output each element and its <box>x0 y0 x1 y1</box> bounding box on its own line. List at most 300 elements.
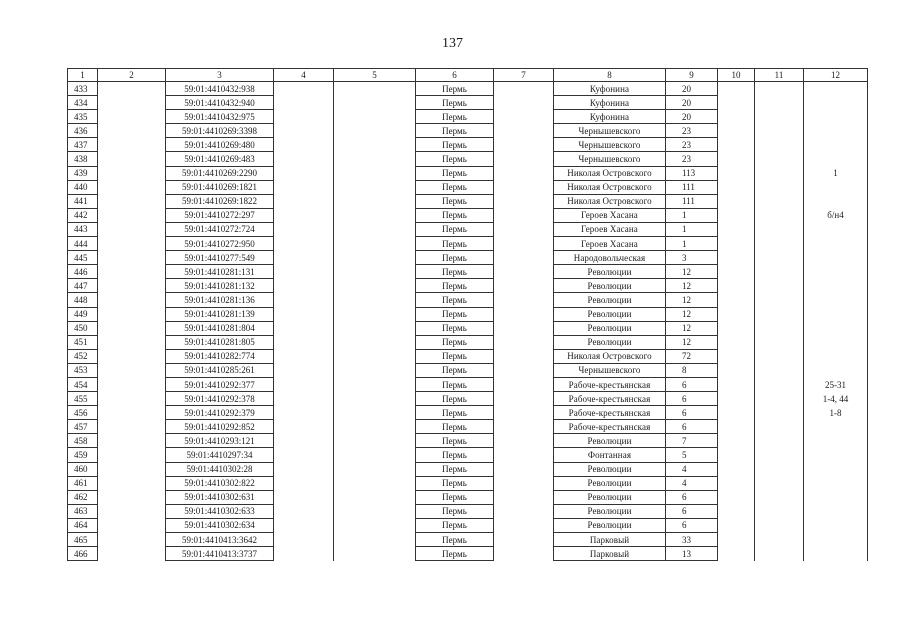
city-cell: Пермь <box>416 110 494 124</box>
apartment-cell <box>804 547 868 561</box>
cadastral-number-cell: 59:01:4410272:724 <box>166 222 274 236</box>
empty-cell <box>755 533 804 547</box>
empty-cell <box>718 533 755 547</box>
empty-cell <box>718 293 755 307</box>
empty-cell <box>98 462 166 476</box>
apartment-cell <box>804 237 868 251</box>
empty-cell <box>98 476 166 490</box>
empty-cell <box>334 335 416 349</box>
table-row <box>68 124 868 138</box>
cadastral-number-cell: 59:01:4410302:633 <box>166 504 274 518</box>
house-cell: 72 <box>666 349 718 363</box>
empty-cell <box>98 208 166 222</box>
column-header: 9 <box>666 69 718 82</box>
table-row <box>68 307 868 321</box>
city-cell: Пермь <box>416 406 494 420</box>
empty-cell <box>718 96 755 110</box>
empty-cell <box>718 222 755 236</box>
apartment-cell <box>804 434 868 448</box>
empty-cell <box>494 335 554 349</box>
empty-cell <box>98 434 166 448</box>
apartment-cell <box>804 265 868 279</box>
cadastral-number-cell: 59:01:4410281:805 <box>166 335 274 349</box>
page-number: 137 <box>442 36 463 51</box>
row-number-cell: 456 <box>68 406 98 420</box>
empty-cell <box>334 307 416 321</box>
city-cell: Пермь <box>416 533 494 547</box>
table-row <box>68 406 868 420</box>
empty-cell <box>755 180 804 194</box>
row-number-cell: 466 <box>68 547 98 561</box>
empty-cell <box>755 504 804 518</box>
empty-cell <box>718 110 755 124</box>
street-cell: Революции <box>554 462 666 476</box>
cadastral-number-cell: 59:01:4410297:34 <box>166 448 274 462</box>
empty-cell <box>98 166 166 180</box>
empty-cell <box>718 420 755 434</box>
row-number-cell: 434 <box>68 96 98 110</box>
empty-cell <box>98 518 166 532</box>
empty-cell <box>274 321 334 335</box>
empty-cell <box>494 504 554 518</box>
row-number-cell: 447 <box>68 279 98 293</box>
city-cell: Пермь <box>416 363 494 377</box>
row-number-cell: 446 <box>68 265 98 279</box>
empty-cell <box>718 307 755 321</box>
house-cell: 23 <box>666 138 718 152</box>
empty-cell <box>494 152 554 166</box>
house-cell: 12 <box>666 335 718 349</box>
empty-cell <box>334 166 416 180</box>
empty-cell <box>718 152 755 166</box>
empty-cell <box>718 194 755 208</box>
empty-cell <box>494 293 554 307</box>
empty-cell <box>494 307 554 321</box>
city-cell: Пермь <box>416 82 494 96</box>
house-cell: 20 <box>666 96 718 110</box>
city-cell: Пермь <box>416 222 494 236</box>
empty-cell <box>98 82 166 96</box>
street-cell: Николая Островского <box>554 194 666 208</box>
house-cell: 12 <box>666 307 718 321</box>
apartment-cell <box>804 504 868 518</box>
city-cell: Пермь <box>416 251 494 265</box>
empty-cell <box>718 279 755 293</box>
empty-cell <box>494 462 554 476</box>
street-cell: Революции <box>554 265 666 279</box>
apartment-cell <box>804 251 868 265</box>
house-cell: 1 <box>666 237 718 251</box>
column-header: 2 <box>98 69 166 82</box>
table-row <box>68 279 868 293</box>
street-cell: Куфонина <box>554 96 666 110</box>
empty-cell <box>98 377 166 391</box>
empty-cell <box>494 110 554 124</box>
street-cell: Революции <box>554 518 666 532</box>
row-number-cell: 452 <box>68 349 98 363</box>
house-cell: 12 <box>666 321 718 335</box>
empty-cell <box>718 166 755 180</box>
empty-cell <box>755 307 804 321</box>
empty-cell <box>98 335 166 349</box>
row-number-cell: 457 <box>68 420 98 434</box>
cadastral-number-cell: 59:01:4410302:631 <box>166 490 274 504</box>
empty-cell <box>494 194 554 208</box>
apartment-cell: 1 <box>804 166 868 180</box>
table-row <box>68 420 868 434</box>
house-cell: 12 <box>666 293 718 307</box>
cadastral-number-cell: 59:01:4410269:483 <box>166 152 274 166</box>
row-number-cell: 436 <box>68 124 98 138</box>
street-cell: Рабоче-крестьянская <box>554 392 666 406</box>
empty-cell <box>274 251 334 265</box>
house-cell: 4 <box>666 476 718 490</box>
column-header: 3 <box>166 69 274 82</box>
house-cell: 4 <box>666 462 718 476</box>
street-cell: Героев Хасана <box>554 237 666 251</box>
empty-cell <box>494 208 554 222</box>
cadastral-number-cell: 59:01:4410302:634 <box>166 518 274 532</box>
table-row <box>68 462 868 476</box>
street-cell: Парковый <box>554 533 666 547</box>
empty-cell <box>494 434 554 448</box>
apartment-cell <box>804 124 868 138</box>
street-cell: Рабоче-крестьянская <box>554 377 666 391</box>
empty-cell <box>718 476 755 490</box>
empty-cell <box>755 251 804 265</box>
house-cell: 6 <box>666 518 718 532</box>
empty-cell <box>274 265 334 279</box>
table-row <box>68 504 868 518</box>
city-cell: Пермь <box>416 180 494 194</box>
empty-cell <box>334 504 416 518</box>
apartment-cell <box>804 518 868 532</box>
empty-cell <box>274 377 334 391</box>
row-number-cell: 443 <box>68 222 98 236</box>
city-cell: Пермь <box>416 293 494 307</box>
column-header: 6 <box>416 69 494 82</box>
table-row <box>68 251 868 265</box>
street-cell: Революции <box>554 321 666 335</box>
empty-cell <box>274 392 334 406</box>
empty-cell <box>494 265 554 279</box>
empty-cell <box>334 96 416 110</box>
empty-cell <box>274 434 334 448</box>
street-cell: Фонтанная <box>554 448 666 462</box>
row-number-cell: 464 <box>68 518 98 532</box>
house-cell: 113 <box>666 166 718 180</box>
empty-cell <box>718 335 755 349</box>
row-number-cell: 433 <box>68 82 98 96</box>
empty-cell <box>718 265 755 279</box>
apartment-cell <box>804 222 868 236</box>
empty-cell <box>755 208 804 222</box>
table-row <box>68 377 868 391</box>
empty-cell <box>494 82 554 96</box>
row-number-cell: 454 <box>68 377 98 391</box>
apartment-cell <box>804 152 868 166</box>
house-cell: 20 <box>666 110 718 124</box>
city-cell: Пермь <box>416 335 494 349</box>
cadastral-number-cell: 59:01:4410272:297 <box>166 208 274 222</box>
street-cell: Революции <box>554 504 666 518</box>
apartment-cell <box>804 82 868 96</box>
apartment-cell <box>804 363 868 377</box>
house-cell: 3 <box>666 251 718 265</box>
house-cell: 33 <box>666 533 718 547</box>
empty-cell <box>494 392 554 406</box>
empty-cell <box>718 406 755 420</box>
table-row <box>68 533 868 547</box>
street-cell: Народовольческая <box>554 251 666 265</box>
cadastral-number-cell: 59:01:4410413:3737 <box>166 547 274 561</box>
house-cell: 7 <box>666 434 718 448</box>
empty-cell <box>98 110 166 124</box>
city-cell: Пермь <box>416 124 494 138</box>
empty-cell <box>274 307 334 321</box>
cadastral-number-cell: 59:01:4410282:774 <box>166 349 274 363</box>
empty-cell <box>274 518 334 532</box>
empty-cell <box>274 96 334 110</box>
house-cell: 5 <box>666 448 718 462</box>
empty-cell <box>334 321 416 335</box>
empty-cell <box>494 279 554 293</box>
column-header: 7 <box>494 69 554 82</box>
empty-cell <box>718 180 755 194</box>
empty-cell <box>274 504 334 518</box>
cadastral-number-cell: 59:01:4410281:132 <box>166 279 274 293</box>
empty-cell <box>494 166 554 180</box>
cadastral-number-cell: 59:01:4410292:852 <box>166 420 274 434</box>
empty-cell <box>755 321 804 335</box>
empty-cell <box>718 462 755 476</box>
empty-cell <box>334 124 416 138</box>
table-row <box>68 547 868 561</box>
column-header: 12 <box>804 69 868 82</box>
table-row <box>68 110 868 124</box>
table-row <box>68 194 868 208</box>
empty-cell <box>755 406 804 420</box>
empty-cell <box>494 547 554 561</box>
table-row <box>68 448 868 462</box>
city-cell: Пермь <box>416 279 494 293</box>
empty-cell <box>274 110 334 124</box>
table-row <box>68 349 868 363</box>
empty-cell <box>274 152 334 166</box>
empty-cell <box>755 265 804 279</box>
table-row <box>68 82 868 96</box>
empty-cell <box>718 124 755 138</box>
row-number-cell: 441 <box>68 194 98 208</box>
house-cell: 8 <box>666 363 718 377</box>
table-header-row <box>68 69 868 82</box>
empty-cell <box>755 448 804 462</box>
empty-cell <box>755 476 804 490</box>
row-number-cell: 437 <box>68 138 98 152</box>
empty-cell <box>718 208 755 222</box>
empty-cell <box>755 124 804 138</box>
row-number-cell: 465 <box>68 533 98 547</box>
house-cell: 6 <box>666 504 718 518</box>
street-cell: Николая Островского <box>554 349 666 363</box>
house-cell: 23 <box>666 124 718 138</box>
city-cell: Пермь <box>416 377 494 391</box>
table-row <box>68 237 868 251</box>
apartment-cell <box>804 279 868 293</box>
empty-cell <box>334 82 416 96</box>
city-cell: Пермь <box>416 420 494 434</box>
empty-cell <box>334 462 416 476</box>
empty-cell <box>274 462 334 476</box>
empty-cell <box>755 547 804 561</box>
cadastral-number-cell: 59:01:4410413:3642 <box>166 533 274 547</box>
empty-cell <box>718 237 755 251</box>
row-number-cell: 451 <box>68 335 98 349</box>
empty-cell <box>334 349 416 363</box>
empty-cell <box>755 96 804 110</box>
row-number-cell: 455 <box>68 392 98 406</box>
city-cell: Пермь <box>416 462 494 476</box>
empty-cell <box>98 504 166 518</box>
apartment-cell <box>804 194 868 208</box>
table-row <box>68 321 868 335</box>
empty-cell <box>494 251 554 265</box>
street-cell: Революции <box>554 490 666 504</box>
house-cell: 6 <box>666 377 718 391</box>
city-cell: Пермь <box>416 208 494 222</box>
empty-cell <box>755 434 804 448</box>
table-row <box>68 490 868 504</box>
city-cell: Пермь <box>416 518 494 532</box>
empty-cell <box>494 518 554 532</box>
empty-cell <box>98 321 166 335</box>
city-cell: Пермь <box>416 349 494 363</box>
city-cell: Пермь <box>416 547 494 561</box>
empty-cell <box>98 96 166 110</box>
empty-cell <box>334 152 416 166</box>
cadastral-number-cell: 59:01:4410281:136 <box>166 293 274 307</box>
empty-cell <box>494 476 554 490</box>
cadastral-number-cell: 59:01:4410432:940 <box>166 96 274 110</box>
empty-cell <box>755 335 804 349</box>
apartment-cell <box>804 138 868 152</box>
house-cell: 13 <box>666 547 718 561</box>
cadastral-number-cell: 59:01:4410302:28 <box>166 462 274 476</box>
table-row <box>68 265 868 279</box>
empty-cell <box>98 547 166 561</box>
table-row <box>68 363 868 377</box>
empty-cell <box>274 406 334 420</box>
empty-cell <box>718 321 755 335</box>
empty-cell <box>718 138 755 152</box>
table-row <box>68 335 868 349</box>
empty-cell <box>334 222 416 236</box>
empty-cell <box>494 138 554 152</box>
street-cell: Революции <box>554 434 666 448</box>
house-cell: 6 <box>666 490 718 504</box>
row-number-cell: 444 <box>68 237 98 251</box>
house-cell: 23 <box>666 152 718 166</box>
empty-cell <box>494 124 554 138</box>
empty-cell <box>718 377 755 391</box>
apartment-cell: 25-31 <box>804 377 868 391</box>
apartment-cell: 1-8 <box>804 406 868 420</box>
empty-cell <box>274 82 334 96</box>
column-header: 8 <box>554 69 666 82</box>
empty-cell <box>494 180 554 194</box>
empty-cell <box>755 279 804 293</box>
apartment-cell <box>804 420 868 434</box>
empty-cell <box>494 363 554 377</box>
empty-cell <box>334 237 416 251</box>
empty-cell <box>718 363 755 377</box>
empty-cell <box>718 349 755 363</box>
empty-cell <box>718 392 755 406</box>
empty-cell <box>718 518 755 532</box>
city-cell: Пермь <box>416 194 494 208</box>
empty-cell <box>334 138 416 152</box>
street-cell: Куфонина <box>554 82 666 96</box>
empty-cell <box>334 392 416 406</box>
empty-cell <box>274 180 334 194</box>
city-cell: Пермь <box>416 476 494 490</box>
street-cell: Революции <box>554 476 666 490</box>
apartment-cell <box>804 96 868 110</box>
empty-cell <box>718 490 755 504</box>
empty-cell <box>755 490 804 504</box>
empty-cell <box>98 194 166 208</box>
empty-cell <box>755 377 804 391</box>
city-cell: Пермь <box>416 490 494 504</box>
street-cell: Чернышевского <box>554 363 666 377</box>
column-header: 11 <box>755 69 804 82</box>
empty-cell <box>718 448 755 462</box>
empty-cell <box>98 363 166 377</box>
empty-cell <box>98 124 166 138</box>
city-cell: Пермь <box>416 434 494 448</box>
empty-cell <box>334 533 416 547</box>
empty-cell <box>755 152 804 166</box>
cadastral-number-cell: 59:01:4410281:139 <box>166 307 274 321</box>
empty-cell <box>274 476 334 490</box>
empty-cell <box>274 533 334 547</box>
empty-cell <box>334 434 416 448</box>
city-cell: Пермь <box>416 307 494 321</box>
house-cell: 6 <box>666 406 718 420</box>
table-body <box>68 82 868 561</box>
empty-cell <box>334 110 416 124</box>
row-number-cell: 449 <box>68 307 98 321</box>
empty-cell <box>274 222 334 236</box>
empty-cell <box>334 194 416 208</box>
table-row <box>68 180 868 194</box>
row-number-cell: 435 <box>68 110 98 124</box>
street-cell: Рабоче-крестьянская <box>554 420 666 434</box>
cadastral-number-cell: 59:01:4410277:549 <box>166 251 274 265</box>
empty-cell <box>755 293 804 307</box>
empty-cell <box>274 363 334 377</box>
empty-cell <box>334 547 416 561</box>
empty-cell <box>274 138 334 152</box>
row-number-cell: 461 <box>68 476 98 490</box>
city-cell: Пермь <box>416 96 494 110</box>
cadastral-number-cell: 59:01:4410292:379 <box>166 406 274 420</box>
empty-cell <box>718 504 755 518</box>
empty-cell <box>334 180 416 194</box>
house-cell: 111 <box>666 180 718 194</box>
row-number-cell: 445 <box>68 251 98 265</box>
empty-cell <box>98 152 166 166</box>
